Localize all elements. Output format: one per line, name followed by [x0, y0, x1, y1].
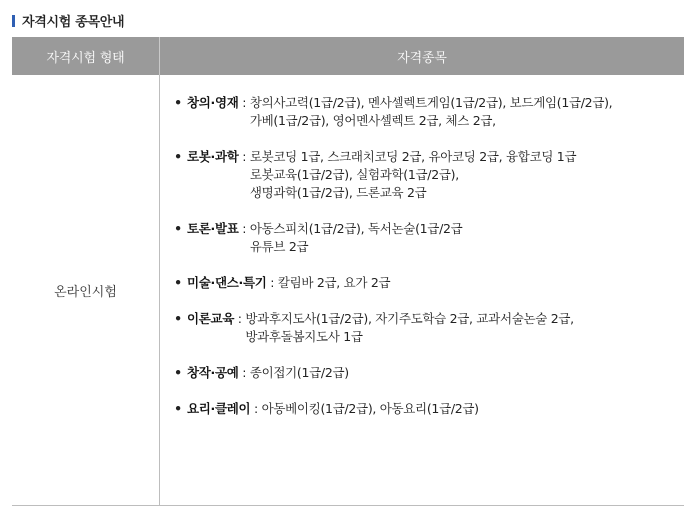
- category-list: [161, 76, 683, 418]
- table-header-row: [12, 37, 684, 75]
- separator: :: [266, 275, 278, 290]
- separator: :: [238, 365, 250, 380]
- bullet-icon: •: [174, 365, 182, 380]
- separator: :: [238, 221, 250, 236]
- table-row: [12, 75, 684, 506]
- title-accent-bar: [12, 15, 15, 27]
- list-item: [169, 94, 683, 130]
- separator: :: [234, 311, 246, 326]
- exam-table: [12, 37, 684, 506]
- category-name: 창의·영재: [187, 95, 239, 110]
- category-line: 칼림바 2급, 요가 2급: [277, 275, 391, 290]
- section-title: [12, 11, 124, 30]
- category-items: [250, 148, 576, 202]
- category-line: 유튜브 2급: [249, 239, 309, 254]
- list-item: [169, 274, 683, 292]
- header-exam-items: 자격종목: [160, 37, 685, 75]
- list-item: [169, 220, 683, 256]
- category-items: [250, 364, 349, 382]
- bullet-icon: •: [174, 275, 182, 290]
- exam-items-cell: [160, 75, 685, 506]
- category-line: 방과후돌봄지도사 1급: [245, 329, 363, 344]
- category-name: 로봇·과학: [187, 149, 239, 164]
- category-name: 창작·공예: [187, 365, 239, 380]
- bullet-icon: •: [174, 401, 182, 416]
- category-line: 로봇교육(1급/2급), 실험과학(1급/2급),: [249, 167, 459, 182]
- category-items: [278, 274, 390, 292]
- separator: :: [250, 401, 262, 416]
- category-name: 요리·클레이: [187, 401, 251, 416]
- category-items: [250, 220, 463, 256]
- category-name: 토론·발표: [187, 221, 239, 236]
- list-item: [169, 310, 683, 346]
- bullet-icon: •: [174, 95, 182, 110]
- category-line: 로봇코딩 1급, 스크래치코딩 2급, 유아코딩 2급, 융합코딩 1급: [249, 149, 577, 164]
- category-line: 창의사고력(1급/2급), 멘사셀렉트게임(1급/2급), 보드게임(1급/2급),: [249, 95, 613, 110]
- bullet-icon: •: [174, 311, 182, 326]
- list-item: [169, 364, 683, 382]
- category-line: 방과후지도사(1급/2급), 자기주도학습 2급, 교과서술논술 2급,: [245, 311, 574, 326]
- section-title-text: 자격시험 종목안내: [22, 15, 125, 30]
- category-line: 종이접기(1급/2급): [249, 365, 349, 380]
- bullet-icon: •: [174, 221, 182, 236]
- list-item: [169, 148, 683, 202]
- category-line: 아동스피치(1급/2급), 독서논술(1급/2급: [249, 221, 463, 236]
- exam-type-cell: 온라인시험: [12, 75, 160, 506]
- category-line: 가베(1급/2급), 영어멘사셀렉트 2급, 체스 2급,: [249, 113, 496, 128]
- list-item: [169, 400, 683, 418]
- category-items: [245, 310, 573, 346]
- separator: :: [238, 95, 250, 110]
- category-name: 미술·댄스·특기: [187, 275, 267, 290]
- separator: :: [238, 149, 250, 164]
- category-line: 생명과학(1급/2급), 드론교육 2급: [249, 185, 427, 200]
- category-items: [262, 400, 479, 418]
- category-line: 아동베이킹(1급/2급), 아동요리(1급/2급): [261, 401, 479, 416]
- header-exam-type: 자격시험 형태: [12, 37, 160, 75]
- category-items: [250, 94, 613, 130]
- bullet-icon: •: [174, 149, 182, 164]
- category-name: 이론교육: [187, 311, 235, 326]
